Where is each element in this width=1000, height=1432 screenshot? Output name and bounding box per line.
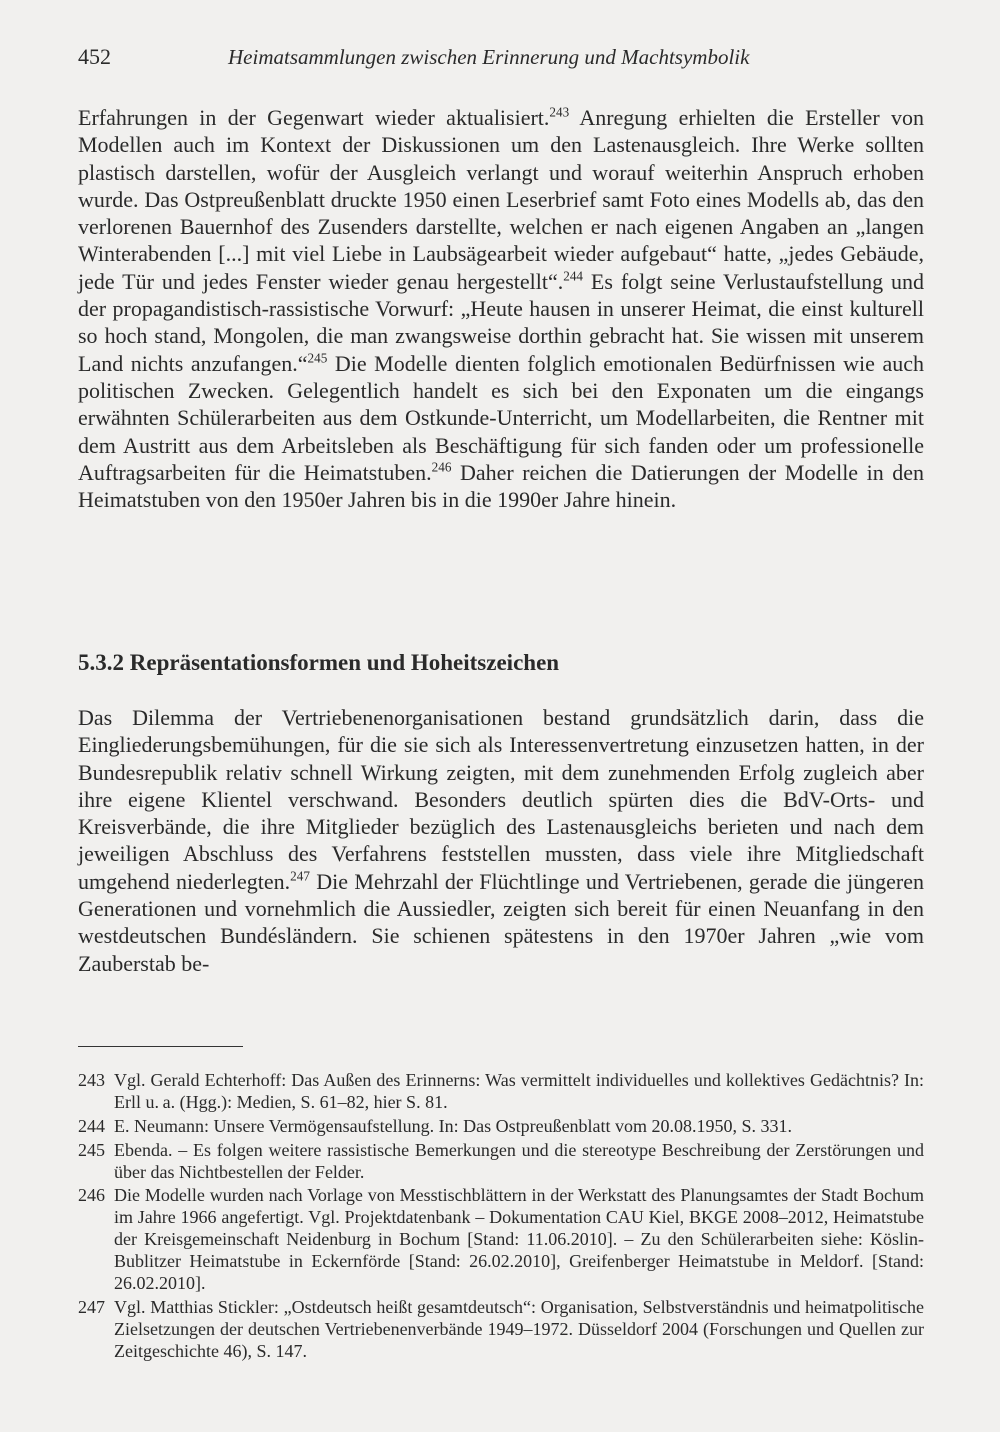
footnote-marker: 244 — [563, 268, 584, 284]
footnote-text: Vgl. Matthias Stickler: „Ostdeutsch heißt gesamtdeutsch“: Organisation, Selbstverständnis und heimatpolitische Zielsetzungen der deutschen Vertriebenenverbände 1949–1972. Düsseldorf 2004 (Forschungen und Quellen zur Zeitgeschichte 46), S. 147. — [114, 1297, 924, 1362]
footnote-text: Ebenda. – Es folgen weitere rassistische Bemerkungen und die stereotype Beschreibung der Zerstörungen und über das Nichtbestellen der Felder. — [114, 1139, 924, 1182]
footnote-number: 247 — [78, 1297, 105, 1318]
page-number: 452 — [78, 44, 111, 69]
footnote-text: Vgl. Gerald Echterhoff: Das Außen des Erinnerns: Was vermittelt individuelles und kollektives Gedächtnis? In: Erll u. a. (Hgg.): Medien, S. 61–82, hier S. 81. — [114, 1070, 924, 1112]
footnote — [78, 1184, 924, 1294]
footnote — [78, 1139, 924, 1183]
paragraph-text: Anregung erhielten die Ersteller von Modellen auch im Kontext der Diskussionen um den Lastenausgleich. Ihre Werke sollten plastisch darstellen, wofür der Ausgleich verlangt und worauf weiterhin Anspruch erhoben wurde. Das Ostpreußenblatt druckte 1950 einen Leserbrief samt Foto eines Modells ab, das den verlorenen Bauernhof des Zusenders darstellte, welchen er nach eigenen Angaben an „langen Winterabenden [...] mit viel Liebe in Laubsägearbeit wieder aufgebaut“ hatte, „jedes Gebäude, jede Tür und jedes Fenster wieder genau hergestellt“. — [78, 105, 924, 294]
footnotes — [78, 1069, 924, 1364]
footnote-number: 245 — [78, 1139, 105, 1160]
paragraph-text: Die Mehrzahl der Flüchtlinge und Vertriebenen, gerade die jüngeren Generationen und vornehmlich die Aussiedler, zeigten sich bereit für einen Neuanfang in den westdeutschen Bundésländern. Sie schienen spätestens in den 1970er Jahren „wie vom Zauberstab be- — [78, 868, 924, 976]
paragraph-text: Das Dilemma der Vertriebenenorganisationen bestand grundsätzlich darin, dass die Eingliederungsbemühungen, für die sie sich als Interessenvertretung einzusetzen hatten, in der Bundesrepublik relativ schnell Wirkung zeigten, mit dem zunehmenden Erfolg zugleich aber ihre eigene Klientel verschwand. Besonders deutlich spürten dies die BdV-Orts- und Kreisverbände, die ihre Mitglieder bezüglich des Lastenausgleichs berieten und nach dem jeweiligen Abschluss des Verfahrens feststellen mussten, dass viele ihre Mitgliedschaft umgehend niederlegten. — [78, 705, 924, 894]
paragraph-text: Erfahrungen in der Gegenwart wieder aktualisiert. — [78, 105, 550, 130]
footnote-number: 243 — [78, 1070, 105, 1090]
footnote-number: 246 — [78, 1185, 105, 1206]
paragraph-text: Es folgt seine Verlustaufstellung und der propagandistisch-rassistische Vorwurf: „Heute hausen in unserer Heimat, die einst kulturell so hoch stand, Mongolen, die man zwangsweise dorthin gebracht hat. Sie wissen mit unserem Land nichts anzufangen.“ — [78, 268, 925, 376]
book-page — [78, 0, 924, 1432]
paragraph-text: Die Modelle dienten folglich emotionalen Bedürfnissen wie auch politischen Zwecken. Gelegentlich handelt es sich bei den Exponaten um die eingangs erwähnten Schülerarbeiten aus dem Ostkunde-Unterricht, um Modellarbeiten, die Rentner mit dem Austritt aus dem Arbeitsleben als Beschäftigung für sich fanden oder um professionelle Auftragsarbeiten für die Heimatstuben. — [78, 350, 925, 485]
section-heading: 5.3.2 Repräsentationsformen und Hoheitszeichen — [78, 650, 560, 675]
footnote — [78, 1296, 924, 1362]
body-paragraph — [78, 704, 924, 977]
paragraph-text: Daher reichen die Datierungen der Modelle in den Heimatstuben von den 1950er Jahren bis in die 1990er Jahre hinein. — [78, 459, 925, 513]
footnote-marker: 245 — [307, 350, 328, 366]
footnote-text: E. Neumann: Unsere Vermögensaufstellung. In: Das Ostpreußenblatt vom 20.08.1950, S. 331. — [114, 1115, 793, 1136]
body-paragraph — [78, 104, 924, 513]
running-title: Heimatsammlungen zwischen Erinnerung und Machtsymbolik — [228, 45, 750, 69]
footnote-marker: 246 — [431, 459, 452, 475]
footnote-number: 244 — [78, 1115, 105, 1136]
footnote-divider — [78, 1046, 243, 1047]
running-header — [78, 40, 924, 74]
footnote — [78, 1069, 924, 1113]
footnote — [78, 1115, 924, 1137]
footnote-marker: 247 — [290, 868, 310, 884]
footnote-marker: 243 — [549, 104, 570, 120]
footnote-text: Die Modelle wurden nach Vorlage von Messtischblättern in der Werkstatt des Planungsamtes der Stadt Bochum im Jahre 1966 angefertigt. Vgl. Projektdatenbank – Dokumentation CAU Kiel, BKGE 2008–2012, Heimatstube der Kreisgemeinschaft Neidenburg in Bochum [Stand: 11.06.2010]. – Zu den Schülerarbeiten siehe: Köslin-Bublitzer Heimatstube in Eckernförde [Stand: 26.02.2010], Greifenberger Heimatstube in Meldorf. [Stand: 26.02.2010]. — [114, 1185, 924, 1294]
